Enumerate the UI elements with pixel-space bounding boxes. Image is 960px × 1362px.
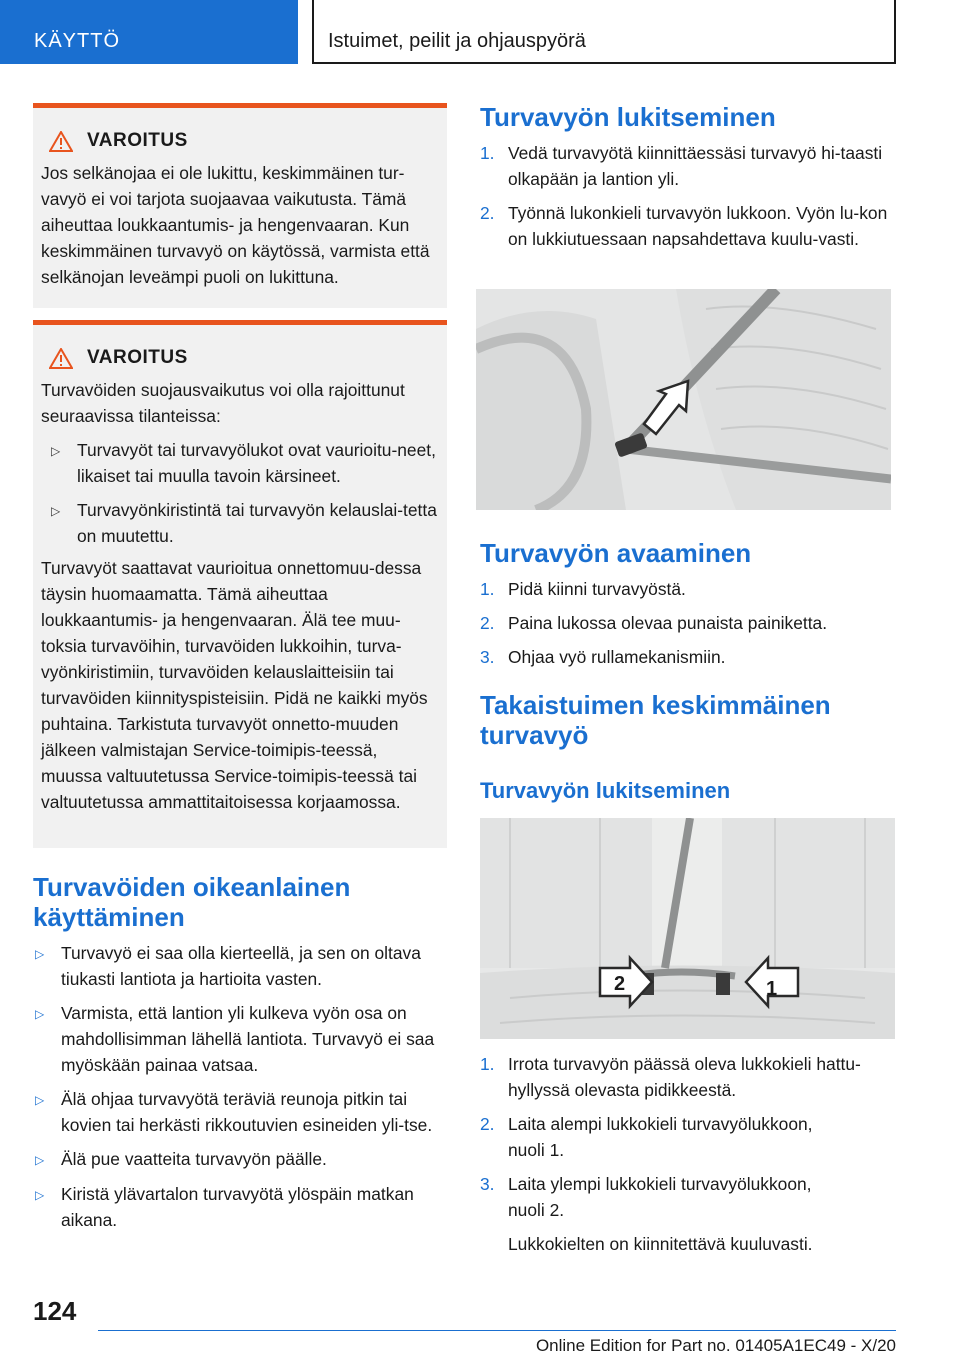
seat-illustration — [476, 289, 891, 510]
warning-text: Jos selkänojaa ei ole lukittu, keskimmäinen tur-vavyö ei voi tarjota suojaavaa vaikutusta. Tämä aiheuttaa loukkaantumis- ja hengenvaaran. Kun keskimmäinen turvavyö on käytössä, varmista että selkänojan leveämpi puoli on lukittuna. — [41, 163, 430, 287]
step-note — [480, 1231, 895, 1257]
list-item-text: Pidä kiinni turvavyöstä. — [508, 579, 686, 599]
step-number: 2. — [480, 1114, 495, 1134]
warning-box-2 — [33, 320, 447, 848]
section-heading: Turvavöiden oikeanlainen käyttäminen — [33, 872, 351, 932]
list-item — [480, 140, 895, 192]
warning-title — [49, 347, 439, 369]
note-text: Lukkokielten on kiinnitettävä kuuluvasti. — [508, 1234, 813, 1254]
list-item-text: Irrota turvavyön päässä oleva lukkokieli hattu-hyllyssä olevasta pidikkeestä. — [508, 1054, 861, 1100]
triangle-bullet-icon: ▷ — [35, 1007, 45, 1021]
page-number: 124 — [33, 1296, 77, 1326]
list-item-text: Turvavyö ei saa olla kierteellä, ja sen on oltava tiukasti lantiota ja hartioita vasten. — [61, 943, 421, 989]
list-item — [33, 940, 447, 992]
list-item — [480, 200, 895, 252]
list-item — [41, 497, 439, 549]
warning-title — [49, 130, 439, 152]
triangle-bullet-icon: ▷ — [51, 444, 61, 458]
rear-seat-illustration — [480, 818, 895, 1039]
section-heading: Takaistuimen keskimmäinen turvavyö — [480, 690, 831, 750]
list-item-text: Turvavyöt tai turvavyölukot ovat vaurioitu-neet, likaiset tai muulla tavoin kärsineet. — [77, 440, 436, 486]
list-item-text: Älä ohjaa turvavyötä teräviä reunoja pitkin tai kovien tai herkästi rikkoutuvien esineiden yli-tse. — [61, 1089, 433, 1135]
list-item — [33, 1086, 447, 1138]
rear-steps — [480, 1043, 895, 1257]
step-number: 1. — [480, 579, 495, 599]
list-item — [33, 1000, 447, 1078]
step-number: 2. — [480, 613, 495, 633]
step-number: 3. — [480, 1174, 495, 1194]
list-item — [480, 1111, 895, 1163]
subsection-heading: Turvavyön lukitseminen — [480, 778, 731, 803]
warning-box-1 — [33, 103, 447, 308]
seatbelt-lock-illustration — [476, 289, 891, 510]
section-heading: Turvavyön lukitseminen — [480, 102, 776, 132]
list-item-text: Vedä turvavyötä kiinnittäessäsi turvavyö hi-taasti olkapään ja lantion yli. — [508, 143, 883, 189]
list-item — [480, 610, 895, 636]
triangle-bullet-icon: ▷ — [51, 504, 61, 518]
section-tab: KÄYTTÖ — [0, 0, 298, 64]
warning-title-text: VAROITUS — [87, 347, 188, 368]
arrow-label-2: 2 — [614, 973, 626, 995]
list-item-text: Turvavyönkiristintä tai turvavyön kelauslai-tetta on muutettu. — [77, 500, 437, 546]
list-item-text: Työnnä lukonkieli turvavyön lukkoon. Vyön lu-kon on lukkiutuessaan napsahdettava kuulu-vasti. — [508, 203, 888, 249]
triangle-bullet-icon: ▷ — [35, 1093, 45, 1107]
list-item-text: Laita alempi lukkokieli turvavyölukkoon, nuoli 1. — [508, 1114, 813, 1160]
warning-title-text: VAROITUS — [87, 130, 188, 151]
warning-triangle-icon — [49, 348, 73, 369]
list-item — [33, 1146, 447, 1173]
warning-intro: Turvavöiden suojausvaikutus voi olla rajoittunut seuraavissa tilanteissa: — [41, 380, 405, 426]
list-item — [33, 1181, 447, 1233]
list-item-text: Varmista, että lantion yli kulkeva vyön osa on mahdollisimman lähellä lantiota. Turvavyö ei saa myöskään painaa vatsaa. — [61, 1003, 435, 1075]
rear-seatbelt-illustration — [480, 818, 895, 1039]
footer-divider — [98, 1330, 896, 1331]
chapter-title: Istuimet, peilit ja ohjauspyörä — [312, 0, 896, 64]
triangle-bullet-icon: ▷ — [35, 1188, 45, 1202]
opening-section — [480, 538, 895, 670]
locking-section — [480, 102, 895, 252]
list-item — [480, 576, 895, 602]
list-item — [480, 644, 895, 670]
list-item — [480, 1171, 895, 1223]
footer-edition: Online Edition for Part no. 01405A1EC49 - X/20 — [535, 1336, 896, 1355]
triangle-bullet-icon: ▷ — [35, 947, 45, 961]
step-number: 3. — [480, 647, 495, 667]
arrow-label-1: 1 — [766, 978, 778, 1000]
list-item-text: Ohjaa vyö rullamekanismiin. — [508, 647, 726, 667]
triangle-bullet-icon: ▷ — [35, 1153, 45, 1167]
rear-center-section — [480, 690, 895, 804]
list-item-text: Kiristä ylävartalon turvavyötä ylöspäin matkan aikana. — [61, 1184, 414, 1230]
step-number: 1. — [480, 143, 495, 163]
warning-triangle-icon — [49, 131, 73, 152]
list-item — [480, 1051, 895, 1103]
list-item-text: Paina lukossa olevaa punaista painiketta. — [508, 613, 828, 633]
list-item-text: Laita ylempi lukkokieli turvavyölukkoon, nuoli 2. — [508, 1174, 812, 1220]
step-number: 2. — [480, 203, 495, 223]
list-item-text: Älä pue vaatteita turvavyön päälle. — [61, 1149, 327, 1169]
list-item — [41, 437, 439, 489]
warning-text: Turvavyöt saattavat vaurioitua onnettomuu-dessa täysin huomaamatta. Tämä aiheuttaa loukkaantumis- ja hengenvaaran. Älä tee muu-toksia turvavöihin, turvavöiden lukkoihin, turva-vyönkiristimiin, turvavöiden kelauslaitteisiin tai turvavöiden kiinnityspisteisiin. Pidä ne kaikki myös puhtaina. Tarkistuta turvavyöt onnetto-muuden jälkeen valmistajan Service-toimipis-teessä, muussa valtuutetussa Service-toimipis-teessä tai valtuutetussa ammattitaitoisessa korjaamossa. — [41, 558, 428, 812]
correct-use-section — [33, 872, 447, 1233]
step-number: 1. — [480, 1054, 495, 1074]
section-heading: Turvavyön avaaminen — [480, 538, 752, 568]
